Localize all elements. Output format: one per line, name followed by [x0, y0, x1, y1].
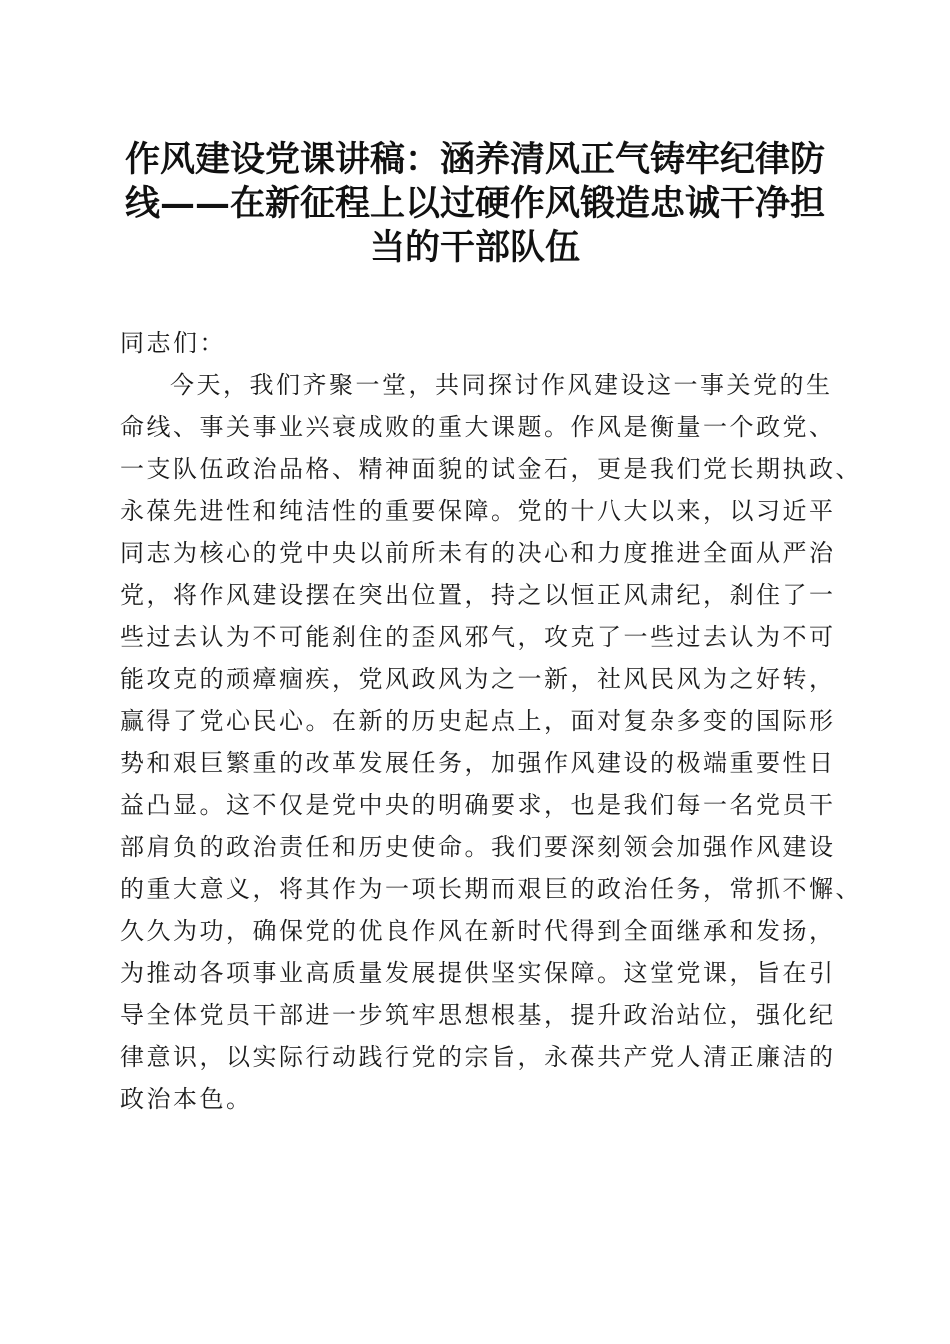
paragraph-line: 势和艰巨繁重的改革发展任务，加强作风建设的极端重要性日	[120, 749, 836, 777]
title-line: 作风建设党课讲稿：涵养清风正气铸牢纪律防	[124, 139, 825, 180]
paragraph-line: 律意识，以实际行动践行党的宗旨，永葆共产党人清正廉洁的	[120, 1043, 836, 1071]
paragraph-line: 今天，我们齐聚一堂，共同探讨作风建设这一事关党的生	[170, 371, 833, 399]
title-line: 当的干部队伍	[369, 227, 580, 268]
salutation: 同志们：	[120, 329, 226, 357]
title-line: 线——在新征程上以过硬作风锻造忠诚干净担	[124, 183, 825, 224]
paragraph-line: 的重大意义，将其作为一项长期而艰巨的政治任务，常抓不懈、	[120, 875, 862, 903]
paragraph-line: 为推动各项事业高质量发展提供坚实保障。这堂党课，旨在引	[120, 959, 836, 987]
paragraph-line: 益凸显。这不仅是党中央的明确要求，也是我们每一名党员干	[120, 791, 836, 819]
paragraph-line: 久久为功，确保党的优良作风在新时代得到全面继承和发扬，	[120, 917, 836, 945]
paragraph-line: 党，将作风建设摆在突出位置，持之以恒正风肃纪，刹住了一	[120, 581, 836, 609]
paragraph-line: 永葆先进性和纯洁性的重要保障。党的十八大以来，以习近平	[120, 497, 836, 525]
paragraph-line: 些过去认为不可能刹住的歪风邪气，攻克了一些过去认为不可	[120, 623, 836, 651]
paragraph-line: 命线、事关事业兴衰成败的重大课题。作风是衡量一个政党、	[120, 413, 836, 441]
paragraph-line: 导全体党员干部进一步筑牢思想根基，提升政治站位，强化纪	[120, 1001, 836, 1029]
document-body	[120, 322, 862, 1120]
paragraph-line: 同志为核心的党中央以前所未有的决心和力度推进全面从严治	[120, 539, 836, 567]
paragraph-line: 能攻克的顽瘴痼疾，党风政风为之一新，社风民风为之好转，	[120, 665, 836, 693]
paragraph-line: 一支队伍政治品格、精神面貌的试金石，更是我们党长期执政、	[120, 455, 862, 483]
paragraph-line: 赢得了党心民心。在新的历史起点上，面对复杂多变的国际形	[120, 707, 836, 735]
paragraph-line: 部肩负的政治责任和历史使命。我们要深刻领会加强作风建设	[120, 833, 836, 861]
paragraph-line: 政治本色。	[120, 1085, 253, 1113]
document-title	[110, 138, 840, 270]
